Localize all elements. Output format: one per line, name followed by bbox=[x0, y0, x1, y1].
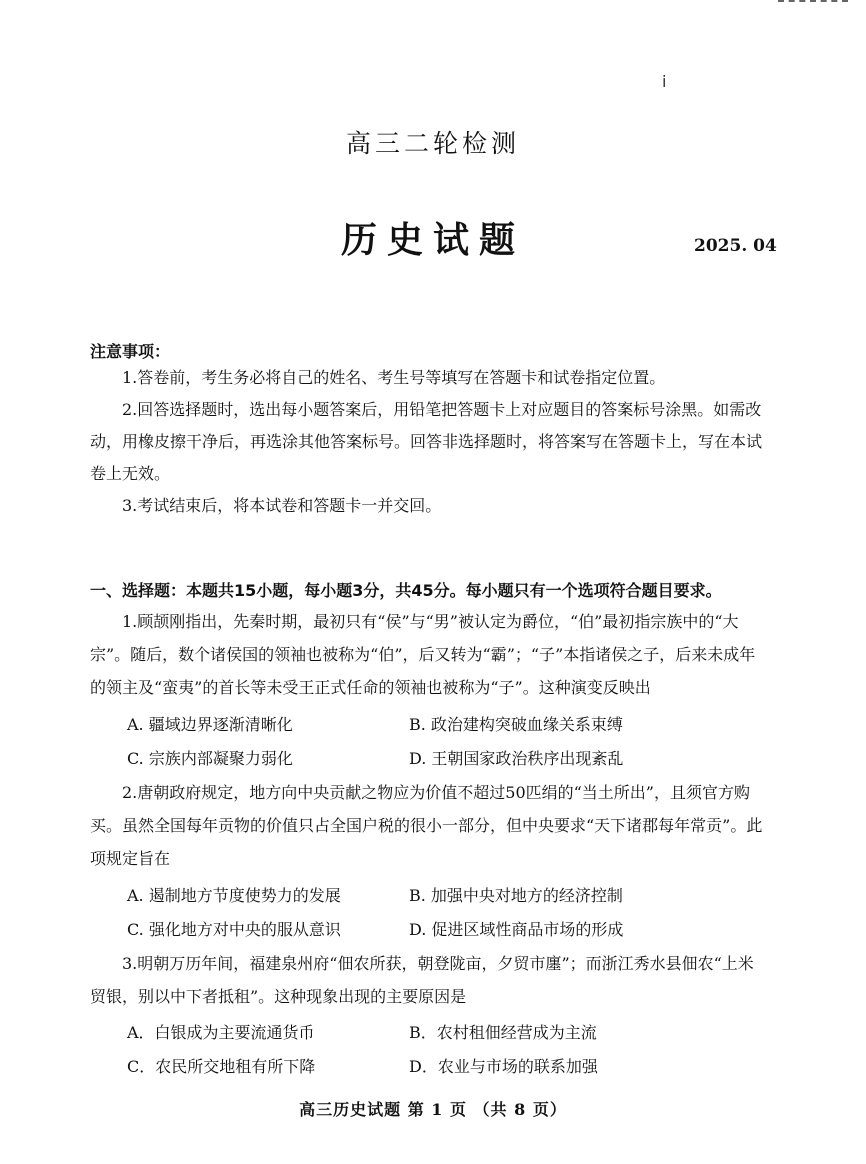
option-row bbox=[127, 911, 747, 945]
option: C. 强化地方对中央的服从意识 bbox=[127, 919, 341, 939]
question-options bbox=[127, 706, 747, 774]
question-stem: 1.顾颉刚指出，先秦时期，最初只有“侯”与“男”被认定为爵位，“伯”最初指宗族中的“大宗”。随后，数个诸侯国的领袖也被称为“伯”，后又转为“霸”；“子”本指诸侯之子，后来未成年的领主及“蛮夷”的首长等未受王正式任命的领袖也被称为“子”。这种演变反映出 bbox=[90, 612, 756, 697]
option-row bbox=[127, 1048, 747, 1082]
option-row bbox=[127, 706, 747, 740]
notice-item: 2.回答选择题时，选出每小题答案后，用铅笔把答题卡上对应题目的答案标号涂黑。如需改动，用橡皮擦干净后，再选涂其他答案标号。回答非选择题时，将答案写在答题卡上，写在本试卷上无效。 bbox=[90, 400, 763, 483]
option: B. 政治建构突破血缘关系束缚 bbox=[409, 714, 623, 734]
option: C. 宗族内部凝聚力弱化 bbox=[127, 748, 293, 768]
scan-edge-mark bbox=[778, 0, 848, 7]
exam-subtitle: 高三二轮检测 bbox=[345, 129, 520, 158]
option: D. 王朝国家政治秩序出现紊乱 bbox=[409, 748, 624, 768]
exam-date: 2025. 04 bbox=[694, 236, 777, 256]
section-heading: 一、选择题：本题共15小题，每小题3分，共45分。每小题只有一个选项符合题目要求。 bbox=[90, 581, 722, 600]
option: A．白银成为主要流通货币 bbox=[127, 1022, 315, 1042]
option: A. 疆域边界逐渐清晰化 bbox=[127, 714, 293, 734]
exam-title: 历史试题 bbox=[340, 219, 525, 261]
scan-dot-mark: i bbox=[662, 72, 667, 91]
question-stem: 3.明朝万历年间，福建泉州府“佃农所获，朝登陇亩，夕贸市廛”；而浙江秀水县佃农“上米贸银，别以中下者抵租”。这种现象出现的主要原因是 bbox=[90, 954, 754, 1006]
question-options bbox=[127, 1014, 747, 1082]
option: B．农村租佃经营成为主流 bbox=[409, 1022, 597, 1042]
option: B. 加强中央对地方的经济控制 bbox=[409, 885, 623, 905]
page-footer: 高三历史试题 第 1 页 （共 8 页） bbox=[299, 1100, 567, 1119]
question-options bbox=[127, 877, 747, 945]
notice-heading: 注意事项： bbox=[90, 342, 171, 361]
notice-item: 3.考试结束后，将本试卷和答题卡一并交回。 bbox=[122, 496, 442, 515]
option-row bbox=[127, 877, 747, 911]
option: A. 遏制地方节度使势力的发展 bbox=[127, 885, 341, 905]
option-row bbox=[127, 740, 747, 774]
notice-list bbox=[90, 362, 766, 522]
option: D．农业与市场的联系加强 bbox=[409, 1056, 598, 1076]
option: D. 促进区域性商品市场的形成 bbox=[409, 919, 624, 939]
notice-item: 1.答卷前，考生务必将自己的姓名、考生号等填写在答题卡和试卷指定位置。 bbox=[122, 368, 666, 387]
option-row bbox=[127, 1014, 747, 1048]
question-stem: 2.唐朝政府规定，地方向中央贡献之物应为价值不超过50匹绢的“当土所出”，且须官方购买。虽然全国每年贡物的价值只占全国户税的很小一部分，但中央要求“天下诸郡每年常贡”。此项规定旨在 bbox=[90, 783, 763, 868]
option: C．农民所交地租有所下降 bbox=[127, 1056, 316, 1076]
